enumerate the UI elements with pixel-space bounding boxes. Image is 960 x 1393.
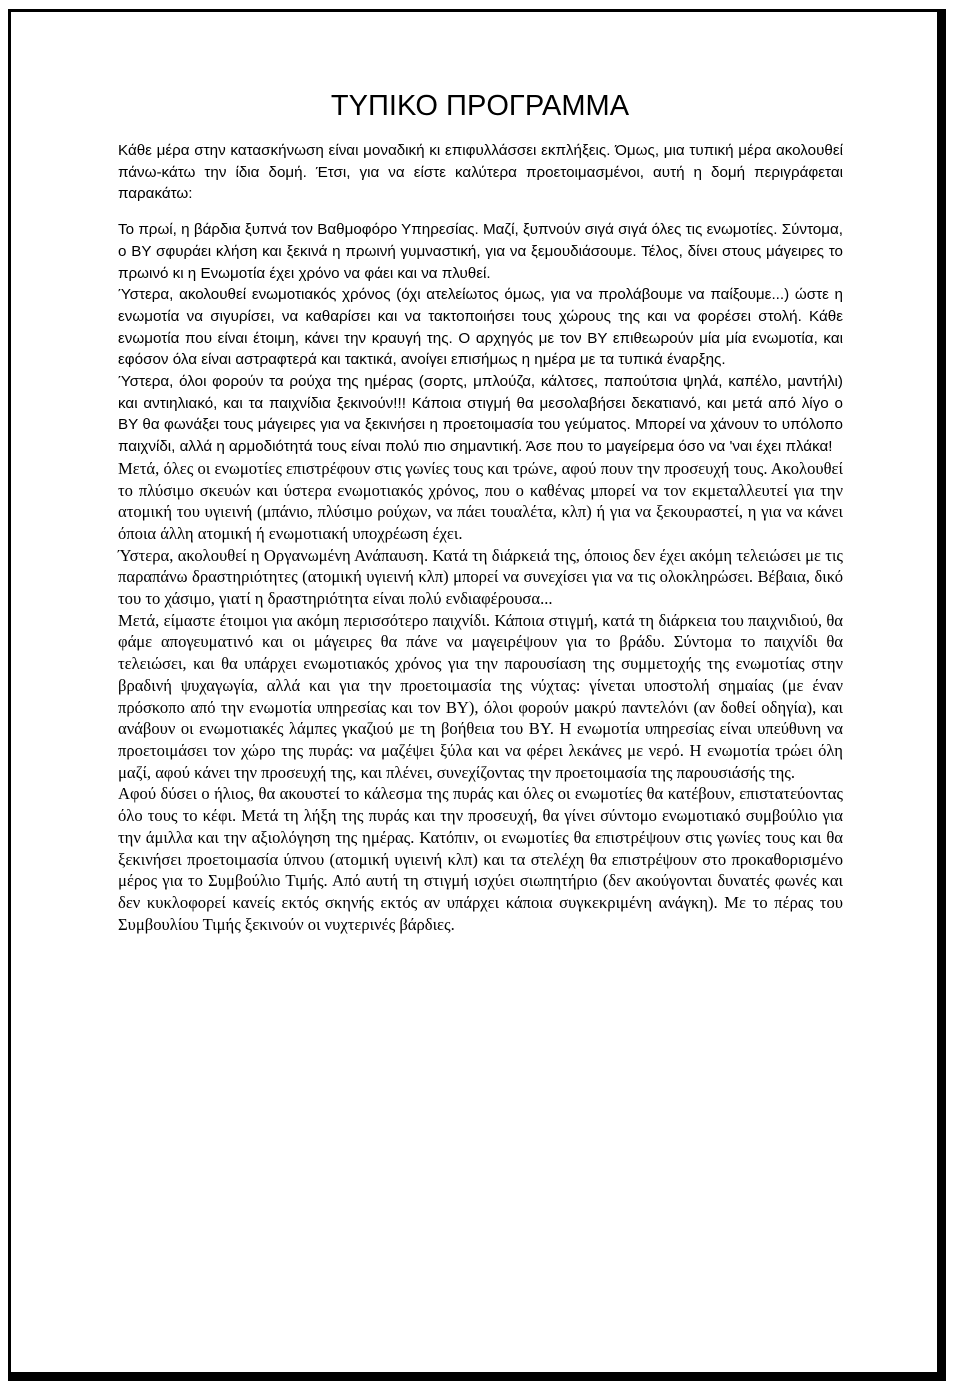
document-title: ΤΥΠΙΚΟ ΠΡΟΓΡΑΜΜΑ (330, 90, 630, 122)
lunch-paragraph: Μετά, όλες οι ενωμοτίες επιστρέφουν στις γωνίες τους και τρώνε, αφού πουν την προσευχή τους. Ακολουθεί το πλύσιμο σκευών και ύστερα ενωμοτιακός χρόνος, που ο καθένας μπορεί να τον εκμεταλλευτεί για την ατομική του υγιεινή (μπάνιο, πλύσιμο ρούχων, να πάει τουαλέτα, κλπ) ή για να ξεκουραστεί, η για να κάνει όποια άλλη ατομική ή ενωμοτιακή υποχρέωση έχει. (118, 458, 843, 543)
morning-paragraph: Το πρωί, η βάρδια ξυπνά τον Βαθμοφόρο Υπηρεσίας. Μαζί, ξυπνούν σιγά σιγά όλες τις ενωμοτίες. Σύντομα, ο ΒΥ σφυράει κλήση και ξεκινά η πρωινή γυμναστική, για να ξεμουδιάσουμε. Τέλος, δίνει στους μάγειρες το πρωινό κι η Ενωμοτία έχει χρόνο να φάει και να πλυθεί. (118, 221, 843, 282)
evening-paragraph: Αφού δύσει ο ήλιος, θα ακουστεί το κάλεσμα της πυράς και όλες οι ενωμοτίες θα κατέβουν, επιστατεύοντας όλο τους το κέφι. Μετά τη λήξη της πυράς και την προσευχή, θα γίνει σύντομο ενωμοτιακό συμβούλιο για την άμιλλα και την αξιολόγηση της ημέρας. Κατόπιν, οι ενωμοτίες θα επιστρέψουν στις γωνίες τους και θα ξεκινήσει προετοιμασία ύπνου (ατομική υγιεινή κλπ) και τα στελέχη θα επιστρέψουν στο προκαθορισμένο μέρος για το Συμβούλιο Τιμής. Από αυτή τη στιγμή ισχύει σιωπητήριο (δεν ακούγονται δυνατές φωνές και δεν κυκλοφορεί κανείς εκτός σκηνής εκτός αν υπάρχει κάποια συγκεκριμένη ανάγκη). Με το πέρας του Συμβουλίου Τιμής ξεκινούν οι νυχτερινές βάρδιες. (118, 784, 843, 934)
document-body (118, 140, 843, 935)
rest-paragraph: Ύστερα, ακολουθεί η Οργανωμένη Ανάπαυση. Κατά τη διάρκειά της, όποιος δεν έχει ακόμη τελειώσει με τις παραπάνω δραστηριότητες (ατομική υγιεινή κλπ) μπορεί να συνεχίσει για να τις ολοκληρώσει. Βέβαια, δικό του το χάσιμο, γιατί η δραστηριότητα είναι πολύ ενδιαφέρουσα... (118, 545, 843, 609)
games-paragraph: Ύστερα, όλοι φορούν τα ρούχα της ημέρας (σορτς, μπλούζα, κάλτσες, παπούτσια ψηλά, καπέλο, μαντήλι) και αντιηλιακό, και τα παιχνίδια ξεκινούν!!! Κάποια στιγμή θα μεσολαβήσει δεκατιανό, και μετά από λίγο ο ΒΥ θα φωνάξει τους μάγειρες για να ξεκινήσει η προετοιμασία του γεύματος. Μπορεί να χάνουν το υπόλοπο παιχνίδι, αλλά η αρμοδιότητά τους είναι πολύ πιο σημαντική. Άσε που το μαγείρεμα όσο να 'ναι έχει πλάκα! (118, 373, 843, 456)
afternoon-paragraph: Μετά, είμαστε έτοιμοι για ακόμη περισσότερο παιχνίδι. Κάποια στιγμή, κατά τη διάρκεια του παιχνιδιού, θα φάμε απογευματινό και οι μάγειρες θα πάνε να μαγειρέψουν για το βράδυ. Σύντομα το παιχνίδι θα τελειώσει, και θα υπάρχει ενωμοτιακός χρόνος για την παρουσίαση της συμμετοχής της ενωμοτίας στην βραδινή ψυχαγωγία, αλλά και για την προετοιμασία της νύχτας: γίνεται υποστολή σημαίας (με έναν πρόσκοπο από την ενωμοτία υπηρεσίας και τον ΒΥ), όλοι φορούν μακρύ παντελόνι (αν δοθεί οδηγία), και ανάβουν οι ενωμοτιακές λάμπες γκαζιού με τη βοήθεια του ΒΥ. Η ενωμοτία υπηρεσίας είναι υπεύθυνη να προετοιμάσει τον χώρο της πυράς: να μαζέψει ξύλα και να φέρει λεκάνες με νερό. Η ενωμοτία τρώει όλη μαζί, αφού κάνει την προσευχή της, και πλένει, συνεχίζοντας την προετοιμασία της παρουσιάσής της. (118, 610, 843, 782)
intro-paragraph: Κάθε μέρα στην κατασκήνωση είναι μοναδική κι επιφυλλάσσει εκπλήξεις. Όμως, μια τυπική μέρα ακολουθεί πάνω-κάτω την ίδια δομή. Έτσι, για να είστε καλύτερα προετοιμασμένοι, αυτή η δομή περιγράφεται παρακάτω: (118, 142, 843, 203)
patrol-time-paragraph: Ύστερα, ακολουθεί ενωμοτιακός χρόνος (όχι ατελείωτος όμως, για να προλάβουμε να παίξουμε...) ώστε η ενωμοτία να σιγυρίσει, να καθαρίσει και να τακτοποιήσει τους χώρους της και να φορέσει στολή. Κάθε ενωμοτία που είναι έτοιμη, κάνει την κραυγή της. Ο αρχηγός με τον ΒΥ επιθεωρούν μία μία ενωμοτία, και εφόσον όλα είναι αστραφτερά και τακτικά, ανοίγει επισήμως η ημέρα με τα τυπικά έναρξης. (118, 286, 843, 369)
